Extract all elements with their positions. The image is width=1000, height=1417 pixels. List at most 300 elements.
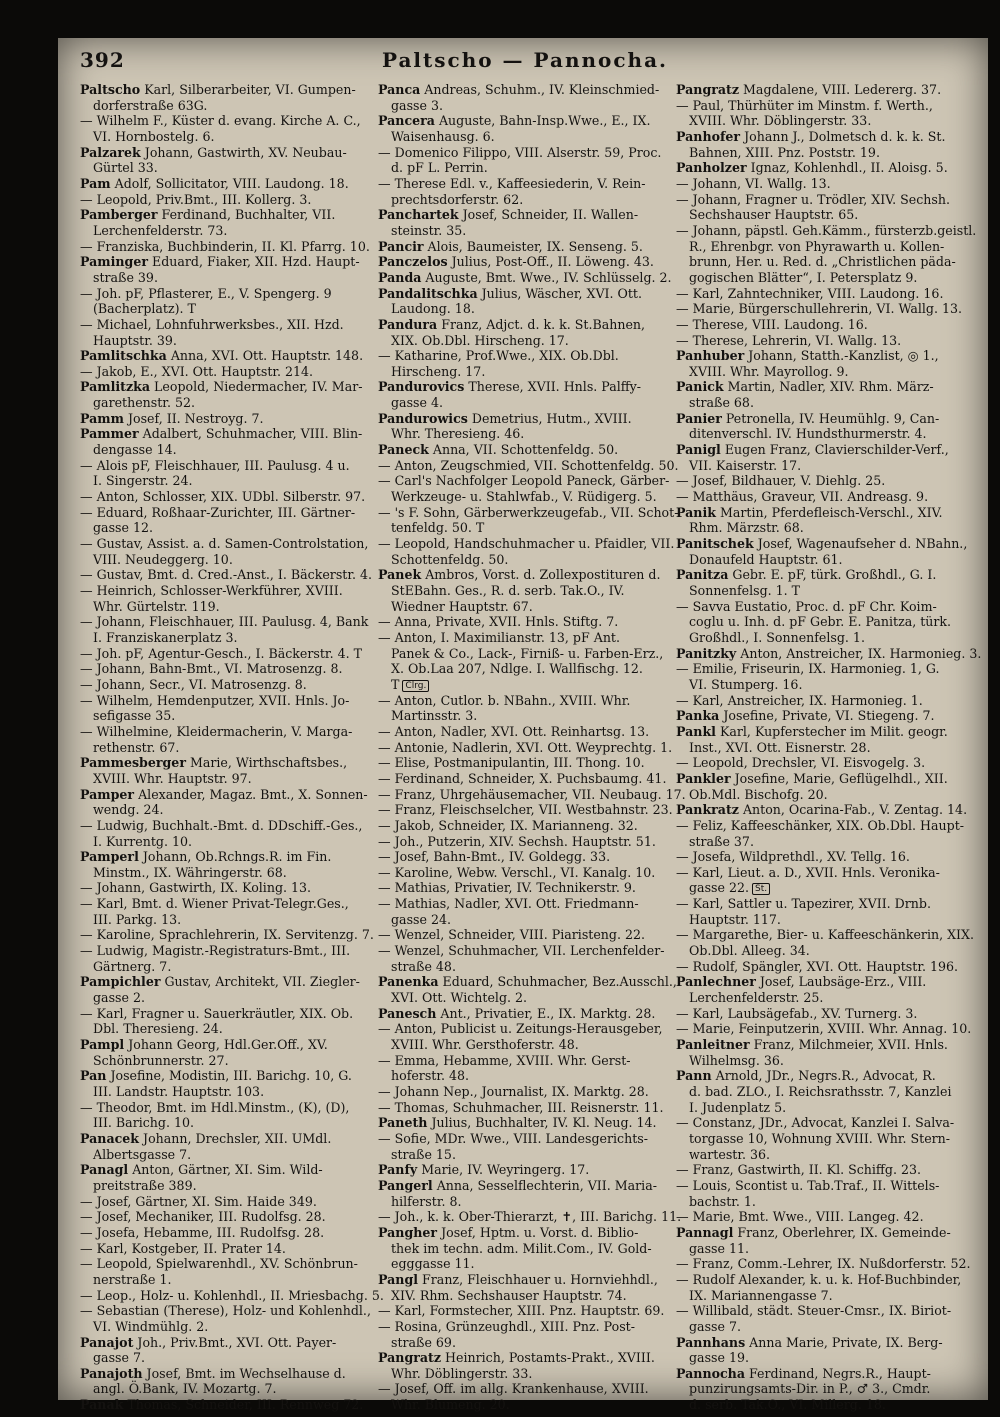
entry-line: [676, 348, 968, 364]
entry-line: — Leopold, Spielwarenhdl., XV. Schönbrun-: [80, 1256, 358, 1272]
entry-line: XIV. Rhm. Sechshauser Hauptstr. 74.: [391, 1287, 627, 1303]
entry-line: Albertsgasse 7.: [93, 1146, 192, 1162]
entry-line: — Willibald, städt. Steuer-Cmsr., IX. Biriot-: [676, 1303, 952, 1319]
entry-line: [676, 708, 968, 724]
entry-surname: Panleitner: [676, 1037, 750, 1053]
entry-surname: Pam: [80, 175, 111, 191]
entry-line: steinstr. 35.: [391, 222, 467, 238]
directory-entry: [378, 567, 670, 614]
entry-line: — Constanz, JDr., Advocat, Kanzlei I. Salva-: [676, 1115, 955, 1131]
directory-entry: [676, 1272, 968, 1303]
entry-line: [80, 1037, 372, 1053]
directory-entry: [80, 1037, 372, 1068]
entry-line: [676, 724, 968, 740]
directory-entry: [80, 1397, 372, 1413]
entry-line: Donaufeld Hauptstr. 61.: [689, 551, 843, 567]
directory-entry: [676, 724, 968, 755]
entry-line: — Anton, Cutlor. b. NBahn., XVIII. Whr.: [378, 692, 631, 708]
entry-line: — Josefa, Hebamme, III. Rudolfsg. 28.: [80, 1224, 325, 1240]
entry-line: — Leopold, Priv.Bmt., III. Kollerg. 3.: [80, 191, 312, 207]
directory-entry: [80, 286, 372, 317]
directory-entry: [80, 411, 372, 427]
entry-line: XVIII. Whr. Hauptstr. 97.: [93, 770, 252, 786]
entry-line: straße 15.: [391, 1146, 456, 1162]
directory-entry: [378, 113, 670, 144]
directory-entry: [676, 286, 968, 302]
entry-details: Ant., Privatier, E., IX. Marktg. 28.: [436, 1005, 656, 1021]
entry-line: [378, 317, 670, 333]
entry-line: — Karl, Formstecher, XIII. Pnz. Hauptstr. 69.: [378, 1303, 665, 1319]
directory-entry: [676, 1162, 968, 1178]
entry-line: — Anton, Publicist u. Zeitungs-Herausgeber,: [378, 1021, 663, 1037]
entry-details: Joh., Priv.Bmt., XVI. Ott. Payer-: [133, 1334, 337, 1350]
entry-line: — Therese, VIII. Laudong. 16.: [676, 316, 868, 332]
entry-surname: Pandurowics: [378, 410, 468, 426]
directory-entry: [676, 1303, 968, 1334]
directory-entry: [676, 802, 968, 818]
entry-line: Rhm. Märzstr. 68.: [689, 520, 804, 536]
entry-surname: Pammer: [80, 426, 139, 442]
directory-entry: [378, 755, 670, 771]
directory-entry: [80, 536, 372, 567]
entry-line: garethenstr. 52.: [93, 395, 195, 411]
entry-line: [80, 1397, 372, 1413]
entry-line: [676, 536, 968, 552]
entry-line: [378, 1006, 670, 1022]
entry-details: Johann J., Dolmetsch d. k. k. St.: [740, 128, 946, 144]
entry-line: — Josef, Bahn-Bmt., IV. Goldegg. 33.: [378, 849, 611, 865]
entry-line: gasse 11.: [689, 1240, 749, 1256]
entry-line: [80, 145, 372, 161]
entry-line: Lerchenfelderstr. 25.: [689, 990, 824, 1006]
entry-line: Whr. Döblingerstr. 33.: [391, 1365, 533, 1381]
entry-line: — Leop., Holz- u. Kohlenhdl., II. Mriesbachg. 5.: [80, 1287, 384, 1303]
entry-surname: Pangratz: [378, 1350, 442, 1366]
directory-entry: [378, 286, 670, 317]
entry-line: [80, 849, 372, 865]
entry-surname: Palzarek: [80, 144, 141, 160]
entry-line: I. Franziskanerplatz 3.: [93, 629, 238, 645]
entry-details: Eduard, Fiaker, XII. Hzd. Haupt-: [148, 254, 360, 270]
entry-line: [378, 974, 677, 990]
entry-surname: Pancera: [378, 113, 435, 129]
entry-surname: Panajot: [80, 1334, 134, 1350]
entry-line: gasse 4.: [391, 395, 443, 411]
entry-line: Whr. Theresieng. 46.: [391, 426, 525, 442]
entry-line: [676, 129, 968, 145]
entry-line: [378, 207, 670, 223]
entry-line: X. Ob.Laa 207, Ndlge. I. Wallfischg. 12.: [391, 661, 643, 677]
entry-line: — Emilie, Friseurin, IX. Harmonieg. 1, G.: [676, 661, 940, 677]
directory-entry: [378, 536, 675, 567]
entry-line: — Karl, Anstreicher, IX. Harmonieg. 1.: [676, 692, 923, 708]
directory-entry: [378, 1006, 670, 1022]
entry-details: Martin, Pferdefleisch-Verschl., XIV.: [715, 504, 943, 520]
entry-surname: Panlechner: [676, 974, 756, 990]
directory-entry: [80, 661, 372, 677]
entry-details: Alexander, Magaz. Bmt., X. Sonnen-: [134, 786, 368, 802]
entry-details: Therese, XVII. Hnls. Palffy-: [464, 379, 642, 395]
entry-line: egggasse 11.: [391, 1256, 475, 1272]
entry-surname: Panczelos: [378, 254, 448, 270]
entry-line: III. Parkg. 13.: [93, 911, 182, 927]
directory-entry: [378, 834, 670, 850]
entry-details: Ambros, Vorst. d. Zollexpostituren d.: [421, 567, 661, 583]
directory-entry: [378, 724, 670, 740]
entry-line: [676, 1335, 968, 1351]
entry-line: — Margarethe, Bier- u. Kaffeeschänkerin, XIX.: [676, 927, 975, 943]
entry-details: Anna, Sesselflechterin, VII. Maria-: [432, 1177, 657, 1193]
entry-line: [80, 1131, 372, 1147]
entry-line: — Marie, Bürgerschullehrerin, VI. Wallg. 13.: [676, 301, 963, 317]
entry-line: [378, 442, 670, 458]
boxed-mark: St.: [752, 883, 770, 895]
directory-entry: [676, 317, 968, 333]
entry-line: — Carl's Nachfolger Leopold Paneck, Gärber-: [378, 473, 670, 489]
entry-details: Anna, VII. Schottenfeldg. 50.: [428, 442, 619, 458]
directory-entry: [80, 646, 372, 662]
entry-details: Josef, Bmt. im Wechselhause d.: [142, 1365, 346, 1381]
entry-line: III. Landstr. Hauptstr. 103.: [93, 1084, 265, 1099]
entry-surname: Pamberger: [80, 207, 158, 223]
entry-line: rethenstr. 67.: [93, 739, 180, 755]
entry-line: [676, 1068, 968, 1084]
directory-entry: [80, 505, 372, 536]
entry-details: Ferdinand, Buchhalter, VII.: [157, 207, 336, 223]
entry-details: Josefine, Private, VI. Stiegeng. 7.: [719, 708, 935, 724]
entry-line: tenfeldg. 50. T: [391, 520, 485, 536]
entry-details: Karl, Silberarbeiter, VI. Gumpen-: [140, 82, 356, 97]
entry-surname: Panek: [378, 567, 422, 583]
directory-entry: [676, 333, 968, 349]
entry-surname: Pammesberger: [80, 755, 186, 771]
entry-surname: Panier: [676, 410, 722, 426]
directory-page: [58, 38, 988, 1413]
entry-line: — Josef, Bildhauer, V. Diehlg. 25.: [676, 473, 886, 489]
entry-line: bachstr. 1.: [689, 1193, 756, 1209]
entry-line: Hauptstr. 117.: [689, 911, 781, 927]
entry-line: — Gustav, Assist. a. d. Samen-Controlstation,: [80, 536, 369, 552]
entry-line: — Anna, Private, XVII. Hnls. Stiftg. 7.: [378, 614, 619, 630]
entry-line: Inst., XVI. Ott. Eisnerstr. 28.: [689, 739, 871, 755]
directory-entry: [80, 896, 372, 927]
entry-line: gasse 12.: [93, 520, 153, 536]
entry-line: — Karl, Lieut. a. D., XVII. Hnls. Veronika-: [676, 864, 940, 880]
entry-details: Franz, Fleischhauer u. Hornviehhdl.,: [418, 1271, 658, 1287]
entry-surname: Panagl: [80, 1162, 129, 1178]
directory-entry: [80, 113, 372, 144]
directory-entry: [80, 1194, 372, 1210]
entry-surname: Panca: [378, 82, 421, 97]
directory-entry: [378, 442, 670, 458]
entry-line: I. Judenplatz 5.: [689, 1099, 787, 1115]
directory-entry: [80, 755, 372, 786]
entry-line: Schönbrunnerstr. 27.: [93, 1052, 229, 1068]
directory-entry: [676, 411, 968, 442]
directory-entry: [676, 505, 968, 536]
directory-entry: [676, 1335, 968, 1366]
entry-details: Karl, Kupferstecher im Milit. geogr.: [715, 723, 948, 739]
directory-entry: [676, 1021, 972, 1037]
directory-entry: [378, 865, 670, 881]
entry-surname: Panak: [80, 1397, 124, 1413]
entry-line: Großhdl., I. Sonnenfelsg. 1.: [689, 629, 865, 645]
entry-line: [378, 1350, 670, 1366]
entry-line: — Karl, Laubsägefab., XV. Turnerg. 3.: [676, 1005, 918, 1021]
entry-details: Josef, Hptm. u. Vorst. d. Biblio-: [437, 1224, 639, 1240]
directory-entry: [80, 458, 372, 489]
directory-entry: [676, 222, 977, 286]
entry-line: — Joh., Putzerin, XIV. Sechsh. Hauptstr. 51.: [378, 833, 656, 849]
entry-line: — Paul, Thürhüter im Minstm. f. Werth.,: [676, 97, 933, 113]
entry-line: — Josefa, Wildprethdl., XV. Tellg. 16.: [676, 849, 910, 865]
entry-details: Heinrich, Postamts-Prakt., XVIII.: [441, 1350, 655, 1366]
directory-entry: [378, 1115, 670, 1131]
entry-line: — Johann, Fleischhauer, III. Paulusg. 4, Bank: [80, 614, 369, 630]
entry-surname: Pandurovics: [378, 379, 465, 395]
entry-line: gasse 7.: [93, 1350, 145, 1366]
entry-details: Anton, Gärtner, XI. Sim. Wild-: [128, 1162, 323, 1178]
running-head: Paltscho — Pannocha.: [381, 48, 669, 72]
entry-line: — Jakob, Schneider, IX. Marianneng. 32.: [378, 817, 638, 833]
directory-entry: [378, 504, 679, 536]
directory-entry: [80, 379, 372, 410]
entry-line: Bahnen, XIII. Pnz. Poststr. 19.: [689, 144, 880, 160]
entry-line: [80, 82, 372, 98]
directory-entry: [378, 896, 670, 927]
entry-line: — Rudolf, Spängler, XVI. Ott. Hauptstr. 196.: [676, 958, 958, 974]
entry-surname: Pamperl: [80, 849, 139, 865]
entry-line: [80, 1335, 372, 1351]
directory-entry: [378, 1131, 670, 1162]
entry-surname: Panitza: [676, 567, 729, 583]
directory-entry: [676, 473, 968, 489]
directory-entry: [80, 317, 372, 348]
entry-surname: Panajoth: [80, 1365, 143, 1381]
directory-entry: [378, 348, 670, 379]
entry-line: VIII. Neudeggerg. 10.: [93, 551, 233, 567]
entry-details: Arnold, JDr., Negrs.R., Advocat, R.: [711, 1068, 936, 1084]
directory-entry: [378, 1178, 670, 1209]
entry-details: Johann Georg, Hdl.Ger.Off., XV.: [124, 1037, 328, 1053]
entry-line: — Karoline, Sprachlehrerin, IX. Servitenzg. 7.: [80, 927, 374, 943]
entry-line: brunn, Her. u. Red. d. „Christlichen päda-: [689, 254, 956, 270]
entry-line: [378, 1225, 670, 1241]
entry-details: Johann, Drechsler, XII. UMdl.: [139, 1130, 332, 1146]
directory-entry: [378, 411, 670, 442]
entry-line: [676, 974, 968, 990]
entry-line: R., Ehrenbgr. von Phyrawarth u. Kollen-: [689, 238, 945, 254]
entry-line: [80, 207, 372, 223]
entry-details: Anna, XVI. Ott. Hauptstr. 148.: [166, 348, 364, 364]
directory-entry: [378, 739, 673, 756]
directory-entry: [80, 1256, 372, 1287]
entry-surname: Pamlitzka: [80, 379, 151, 395]
directory-entry: [80, 364, 372, 380]
entry-line: — Katharine, Prof.Wwe., XIX. Ob.Dbl.: [378, 348, 619, 364]
directory-entry: [676, 708, 968, 724]
entry-line: — Marie, Bmt. Wwe., VIII. Langeg. 42.: [676, 1209, 924, 1225]
entry-line: [378, 113, 670, 129]
directory-entry: [80, 1162, 372, 1193]
entry-details: Josefine, Modistin, III. Barichg. 10, G.: [106, 1068, 352, 1084]
entry-details: gasse 22.: [689, 880, 749, 896]
directory-entry: [676, 82, 968, 98]
entry-line: [378, 1272, 670, 1288]
entry-line: [676, 645, 982, 662]
entry-line: — Wilhelm F., Küster d. evang. Kirche A. C.,: [80, 113, 361, 129]
entry-details: Adolf, Sollicitator, VIII. Laudong. 18.: [110, 175, 349, 191]
entry-line: — Domenico Filippo, VIII. Alserstr. 59, Proc.: [378, 144, 662, 160]
entry-line: [378, 1162, 670, 1178]
entry-line: [676, 771, 968, 787]
entry-line: [676, 379, 968, 395]
entry-line: — Rosina, Grünzeughdl., XIII. Pnz. Post-: [378, 1318, 635, 1334]
entry-line: — Josef, Off. im allg. Krankenhause, XVIII.: [378, 1381, 649, 1397]
entry-line: VI. Hornbostelg. 6.: [93, 128, 215, 144]
entry-line: [80, 1068, 372, 1084]
entry-surname: Pann: [676, 1068, 712, 1084]
entry-surname: Panacek: [80, 1130, 140, 1146]
directory-entry: [378, 693, 670, 724]
entry-line: hilferstr. 8.: [391, 1193, 462, 1209]
entry-line: — Wenzel, Schneider, VIII. Piaristeng. 22.: [378, 927, 646, 943]
entry-line: straße 48.: [391, 958, 456, 974]
entry-line: Dbl. Theresieng. 24.: [93, 1021, 223, 1037]
entry-surname: Pannagl: [676, 1224, 734, 1240]
directory-entry: [676, 98, 968, 129]
entry-line: — Sofie, MDr. Wwe., VIII. Landesgerichts-: [378, 1130, 648, 1146]
directory-column-1: [80, 82, 384, 1413]
entry-line: — Johann, Secr., VI. Matrosenzg. 8.: [80, 676, 307, 692]
entry-details: Josef, II. Nestroyg. 7.: [123, 410, 264, 426]
entry-line: [676, 160, 968, 176]
entry-surname: Panhuber: [676, 348, 745, 364]
directory-entry: [676, 1006, 968, 1022]
entry-line: I. Singerstr. 24.: [93, 473, 193, 489]
directory-column-3: [676, 82, 982, 1413]
directory-entry: [676, 1037, 968, 1068]
entry-line: I. Kurrentg. 10.: [93, 833, 192, 849]
entry-line: Ob.Dbl. Alleeg. 34.: [689, 943, 810, 959]
directory-entry: [80, 677, 372, 693]
directory-entry: [378, 630, 670, 693]
directory-entry: [378, 473, 670, 504]
entry-surname: Pandura: [378, 316, 438, 332]
directory-entry: [676, 771, 968, 802]
entry-line: straße 37.: [689, 833, 754, 849]
directory-entry: [378, 1162, 670, 1178]
entry-line: [378, 1115, 670, 1131]
directory-entry: [378, 317, 670, 348]
entry-details: Julius, Wäscher, XVI. Ott.: [477, 285, 642, 301]
directory-entry: [80, 724, 372, 755]
directory-entry: [676, 974, 968, 1005]
entry-line: [80, 254, 372, 270]
entry-line: — Franz, Gastwirth, II. Kl. Schiffg. 23.: [676, 1162, 921, 1178]
entry-line: — Franz, Uhrgehäusemacher, VII. Neubaug. 17.: [378, 786, 686, 802]
entry-line: Wilhelmsg. 36.: [689, 1052, 784, 1068]
entry-line: — Eduard, Roßhaar-Zurichter, III. Gärtner-: [80, 504, 356, 520]
entry-line: — Antonie, Nadlerin, XVI. Ott. Weyprechtg. 1.: [378, 739, 673, 755]
directory-entry: [378, 1021, 670, 1052]
directory-entry: [80, 614, 372, 645]
entry-details: Auguste, Bahn-Insp.Wwe., E., IX.: [434, 113, 651, 129]
entry-details: Franz, Adjct. d. k. k. St.Bahnen,: [437, 316, 646, 332]
entry-line: Whr. Gürtelstr. 119.: [93, 598, 220, 614]
entry-line: Hauptstr. 39.: [93, 332, 177, 348]
entry-surname: Pankl: [676, 723, 716, 739]
directory-entry: [80, 818, 372, 849]
boxed-mark: Clrg.: [402, 680, 429, 692]
entry-line: [80, 974, 372, 990]
entry-line: Sonnenfelsg. 1. T: [689, 583, 801, 598]
directory-entry: [80, 849, 372, 880]
directory-entry: [80, 348, 372, 364]
entry-line: VII. Kaiserstr. 17.: [689, 457, 802, 473]
entry-line: — Franz, Comm.-Lehrer, IX. Nußdorferstr. 52.: [676, 1256, 971, 1272]
entry-details: Auguste, Bmt. Wwe., IV. Schlüsselg. 2.: [421, 269, 672, 285]
directory-entry: [378, 1053, 670, 1084]
page-number: 392: [80, 48, 125, 72]
directory-entry: [676, 1256, 971, 1272]
entry-line: XIX. Ob.Dbl. Hirscheng. 17.: [391, 332, 569, 348]
entry-line: [676, 802, 968, 818]
entry-details: Johann, Gastwirth, XV. Neubau-: [140, 144, 347, 160]
entry-line: gasse 24.: [391, 911, 451, 927]
directory-entry: [676, 176, 968, 192]
directory-entry: [676, 567, 968, 598]
directory-entry: [676, 959, 968, 975]
directory-entry: [80, 974, 372, 1005]
entry-line: IX. Mariannengasse 7.: [689, 1287, 833, 1303]
entry-line: [676, 442, 968, 458]
entry-line: — Anton, Zeugschmied, VII. Schottenfeldg. 50.: [378, 457, 679, 473]
directory-entry: [378, 1225, 670, 1272]
entry-details: Magdalene, VIII. Ledererg. 37.: [739, 82, 942, 97]
entry-details: Alois, Baumeister, IX. Senseng. 5.: [423, 238, 643, 254]
directory-entry: [378, 786, 686, 803]
directory-entry: [378, 880, 670, 896]
entry-surname: Pandalitschka: [378, 285, 478, 301]
directory-entry: [676, 693, 968, 709]
entry-line: — Johann, Fragner u. Trödler, XIV. Sechsh.: [676, 191, 950, 207]
entry-details: Josefine, Marie, Geflügelhdl., XII.: [730, 770, 948, 786]
entry-line: preitstraße 389.: [93, 1177, 197, 1193]
directory-entry: [80, 239, 372, 255]
directory-entry: [676, 1225, 968, 1256]
entry-line: coglu u. Inh. d. pF Gebr. E. Panitza, türk.: [689, 614, 952, 630]
entry-line: — Anton, I. Maximilianstr. 13, pF Ant.: [378, 629, 620, 645]
directory-entry: [676, 1209, 968, 1225]
entry-line: dengasse 14.: [93, 442, 177, 458]
directory-entry: [378, 82, 670, 113]
directory-entry: [676, 645, 982, 662]
entry-line: straße 39.: [93, 269, 158, 285]
entry-line: — Wenzel, Schuhmacher, VII. Lerchenfelder-: [378, 943, 665, 959]
directory-entry: [676, 160, 968, 176]
directory-entry: [378, 176, 670, 207]
directory-entry: [80, 192, 372, 208]
entry-surname: Pamlitschka: [80, 348, 167, 364]
entry-line: prechtsdorferstr. 62.: [391, 191, 524, 207]
directory-entry: [80, 943, 372, 974]
entry-details: Johann, Statth.-Kanzlist, ◎ 1.,: [744, 348, 939, 364]
directory-entry: [378, 818, 670, 834]
entry-line: [80, 1366, 372, 1382]
entry-line: [378, 270, 670, 286]
directory-entry: [676, 896, 968, 927]
